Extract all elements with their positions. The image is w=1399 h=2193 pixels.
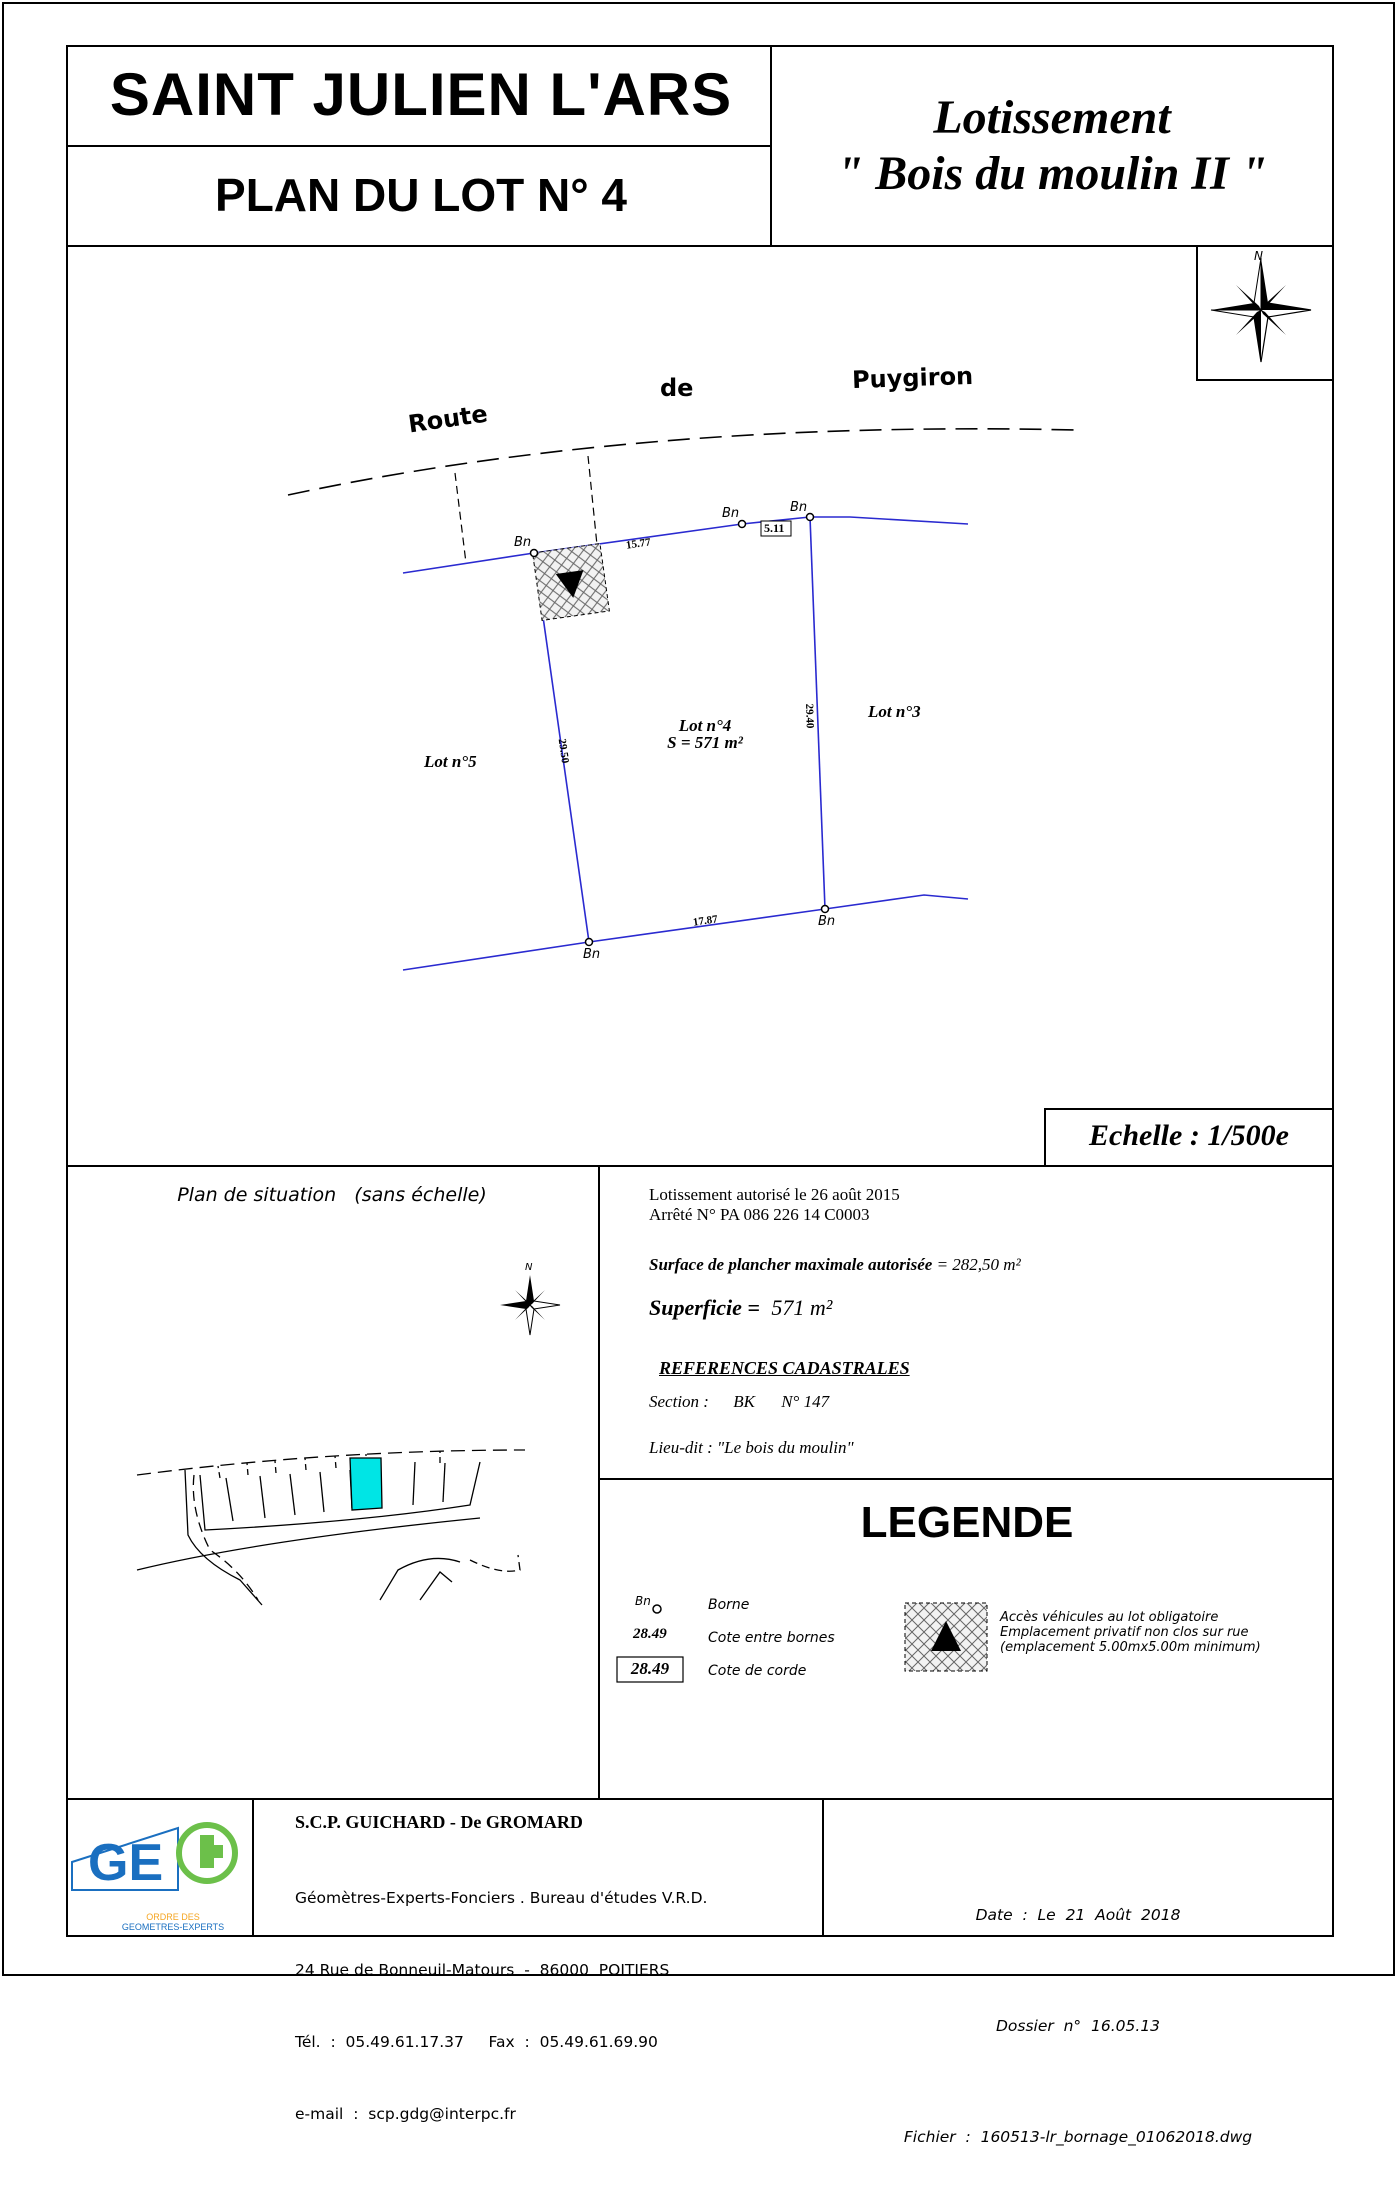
- dim-south-side: 17.87: [692, 913, 719, 929]
- firm-line-2: 24 Rue de Bonneuil-Matours - 86000 POITIERS: [295, 1961, 670, 1979]
- legend-corde-label: Cote de corde: [708, 1663, 807, 1679]
- legend-access-line-2: Emplacement privatif non clos sur rue: [1000, 1625, 1249, 1640]
- superficie-value: 571 m²: [771, 1295, 833, 1320]
- firm-line-1: Géomètres-Experts-Fonciers . Bureau d'études V.R.D.: [295, 1889, 708, 1907]
- legend-access-line-1: Accès véhicules au lot obligatoire: [1000, 1610, 1219, 1625]
- authorisation-line-1: Lotissement autorisé le 26 août 2015: [649, 1185, 900, 1204]
- fichier-line: Fichier : 160513-lr_bornage_01062018.dwg: [903, 2128, 1253, 2146]
- dim-chord: 5.11: [764, 521, 785, 535]
- borne-label-ne: Bn: [790, 500, 808, 515]
- road-word-puygiron: Puygiron: [851, 361, 974, 395]
- road-word-route: Route: [406, 399, 490, 439]
- legend-access-text: [1000, 1610, 1261, 1655]
- lot5-label: Lot n°5: [424, 752, 477, 771]
- legend-access-icon: [905, 1603, 987, 1671]
- borne-label-n: Bn: [722, 506, 740, 521]
- lotissement-label: Lotissement: [933, 91, 1171, 144]
- borne-label-sw: Bn: [583, 947, 601, 962]
- date-line: Date : Le 21 Août 2018: [975, 1906, 1181, 1924]
- lieu-dit: Lieu-dit : "Le bois du moulin": [649, 1438, 854, 1457]
- svg-text:GE: GE: [88, 1834, 164, 1892]
- logo-text-2: GEOMETRES-EXPERTS: [121, 1922, 225, 1932]
- firm-details: [295, 1838, 707, 2150]
- dossier-info: [824, 1823, 1332, 2193]
- authorisation-block: [649, 1185, 900, 1225]
- situation-lot-highlight: [350, 1458, 382, 1510]
- legend-cote-label: Cote entre bornes: [708, 1630, 835, 1646]
- north-label: N: [1254, 249, 1263, 263]
- borne-label-se: Bn: [818, 914, 836, 929]
- vehicle-access-square: [533, 544, 610, 621]
- legend-borne-symbol: [653, 1605, 661, 1613]
- surface-plancher-label: Surface de plancher maximale autorisée: [649, 1255, 933, 1274]
- surface-plancher: [649, 1255, 1021, 1275]
- lot4-name: Lot n°4: [678, 716, 732, 735]
- section-row: [649, 1392, 829, 1412]
- legend-corde-sample: 28.49: [630, 1659, 670, 1678]
- parcel-number: N° 147: [781, 1392, 830, 1411]
- road-word-de: de: [660, 374, 694, 402]
- borne-label-nw: Bn: [514, 535, 532, 550]
- firm-name: S.C.P. GUICHARD - De GROMARD: [295, 1812, 583, 1832]
- dim-east-side: 29.40: [802, 703, 816, 729]
- dossier-line: Dossier n° 16.05.13: [995, 2017, 1161, 2035]
- legend-cote-sample: 28.49: [633, 1626, 667, 1642]
- lotissement-name: " Bois du moulin II ": [836, 147, 1268, 200]
- surface-plancher-value: = 282,50 m²: [936, 1255, 1021, 1274]
- legend-borne-symbol-label: Bn: [635, 1594, 651, 1608]
- lot4-area: S = 571 m²: [667, 733, 743, 752]
- north-arrow-small-icon: [500, 1275, 560, 1335]
- section-value: BK: [733, 1392, 755, 1411]
- firm-logo: [72, 1825, 235, 1892]
- situation-title: Plan de situation (sans échelle): [177, 1184, 487, 1206]
- legend-access-line-3: (emplacement 5.00mx5.00m minimum): [1000, 1640, 1261, 1655]
- legend-title: LEGENDE: [860, 1498, 1074, 1547]
- firm-line-3: Tél. : 05.49.61.17.37 Fax : 05.49.61.69.90: [295, 2033, 658, 2051]
- road-edge-dashed: [288, 429, 1075, 495]
- lot3-label: Lot n°3: [868, 702, 921, 721]
- references-title: REFERENCES CADASTRALES: [659, 1358, 910, 1378]
- dim-west-side: 29.50: [555, 737, 572, 765]
- firm-line-4: e-mail : scp.gdg@interpc.fr: [295, 2105, 516, 2123]
- north-arrow-icon: [1211, 258, 1311, 362]
- dim-north-side: 15.77: [625, 536, 652, 552]
- plan-title: PLAN DU LOT N° 4: [215, 169, 627, 221]
- superficie: [649, 1295, 832, 1321]
- situation-map: [137, 1450, 525, 1605]
- commune-title: SAINT JULIEN L'ARS: [109, 61, 733, 128]
- legend-borne-label: Borne: [708, 1597, 750, 1613]
- logo-caption: [108, 1912, 238, 1932]
- section-label: Section :: [649, 1392, 709, 1411]
- logo-text-1: ORDRE DES: [146, 1912, 200, 1922]
- situation-north-label: N: [525, 1262, 533, 1273]
- lot4-label: [640, 717, 770, 751]
- superficie-label: Superficie =: [649, 1295, 760, 1320]
- authorisation-line-2: Arrêté N° PA 086 226 14 C0003: [649, 1205, 870, 1224]
- scale-label: Echelle : 1/500e: [1089, 1119, 1289, 1152]
